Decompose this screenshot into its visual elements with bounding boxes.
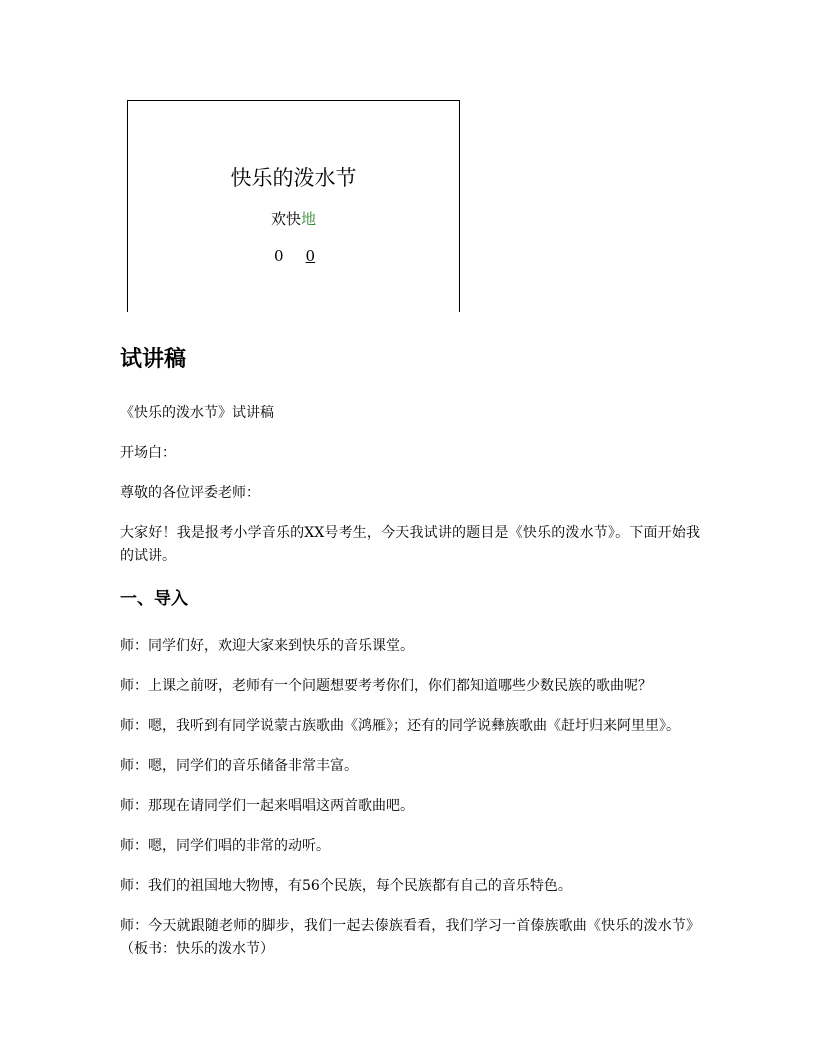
- intro-title: 《快乐的泼水节》试讲稿: [120, 405, 274, 421]
- dialogue-paragraph: 师：上课之前呀，老师有一个问题想要考考你们，你们都知道哪些少数民族的歌曲呢？: [120, 678, 652, 694]
- document-heading: 试讲稿: [120, 347, 187, 372]
- board-subtitle: [128, 208, 459, 229]
- section-heading-intro: 一、导入: [120, 589, 188, 609]
- dialogue-paragraph: 师：同学们好，欢迎大家来到快乐的音乐课堂。: [120, 638, 414, 654]
- intro-opening: 开场白：: [120, 445, 176, 461]
- board-title: 快乐的泼水节: [230, 166, 357, 190]
- dialogue-paragraph: 师：今天就跟随老师的脚步，我们一起去傣族看看，我们学习一首傣族歌曲《快乐的泼水节》（板书：快乐的泼水节）: [120, 918, 700, 957]
- board-number-2: 0: [305, 247, 316, 265]
- dialogue-paragraph: 师：嗯，我听到有同学说蒙古族歌曲《鸿雁》；还有的同学说彝族歌曲《赶圩归来阿里里》。: [120, 718, 680, 734]
- intro-paragraph: 大家好！我是报考小学音乐的XX号考生，今天我试讲的题目是《快乐的泼水节》。下面开始我的试讲。: [120, 525, 700, 564]
- board-subtitle-accent: 地: [301, 210, 317, 228]
- document-body: [120, 342, 700, 978]
- board-number-1: 0: [274, 247, 284, 265]
- dialogue-paragraph: 师：嗯，同学们唱的非常的动听。: [120, 838, 330, 854]
- dialogue-paragraph: 师：我们的祖国地大物博，有56个民族，每个民族都有自己的音乐特色。: [120, 878, 572, 894]
- blackboard-figure: [127, 100, 460, 312]
- board-numbers: [274, 247, 315, 265]
- intro-greeting: 尊敬的各位评委老师：: [120, 485, 260, 501]
- dialogue-paragraph: 师：那现在请同学们一起来唱唱这两首歌曲吧。: [120, 798, 414, 814]
- dialogue-paragraph: 师：嗯，同学们的音乐储备非常丰富。: [120, 758, 358, 774]
- board-subtitle-text: 欢快: [270, 210, 301, 228]
